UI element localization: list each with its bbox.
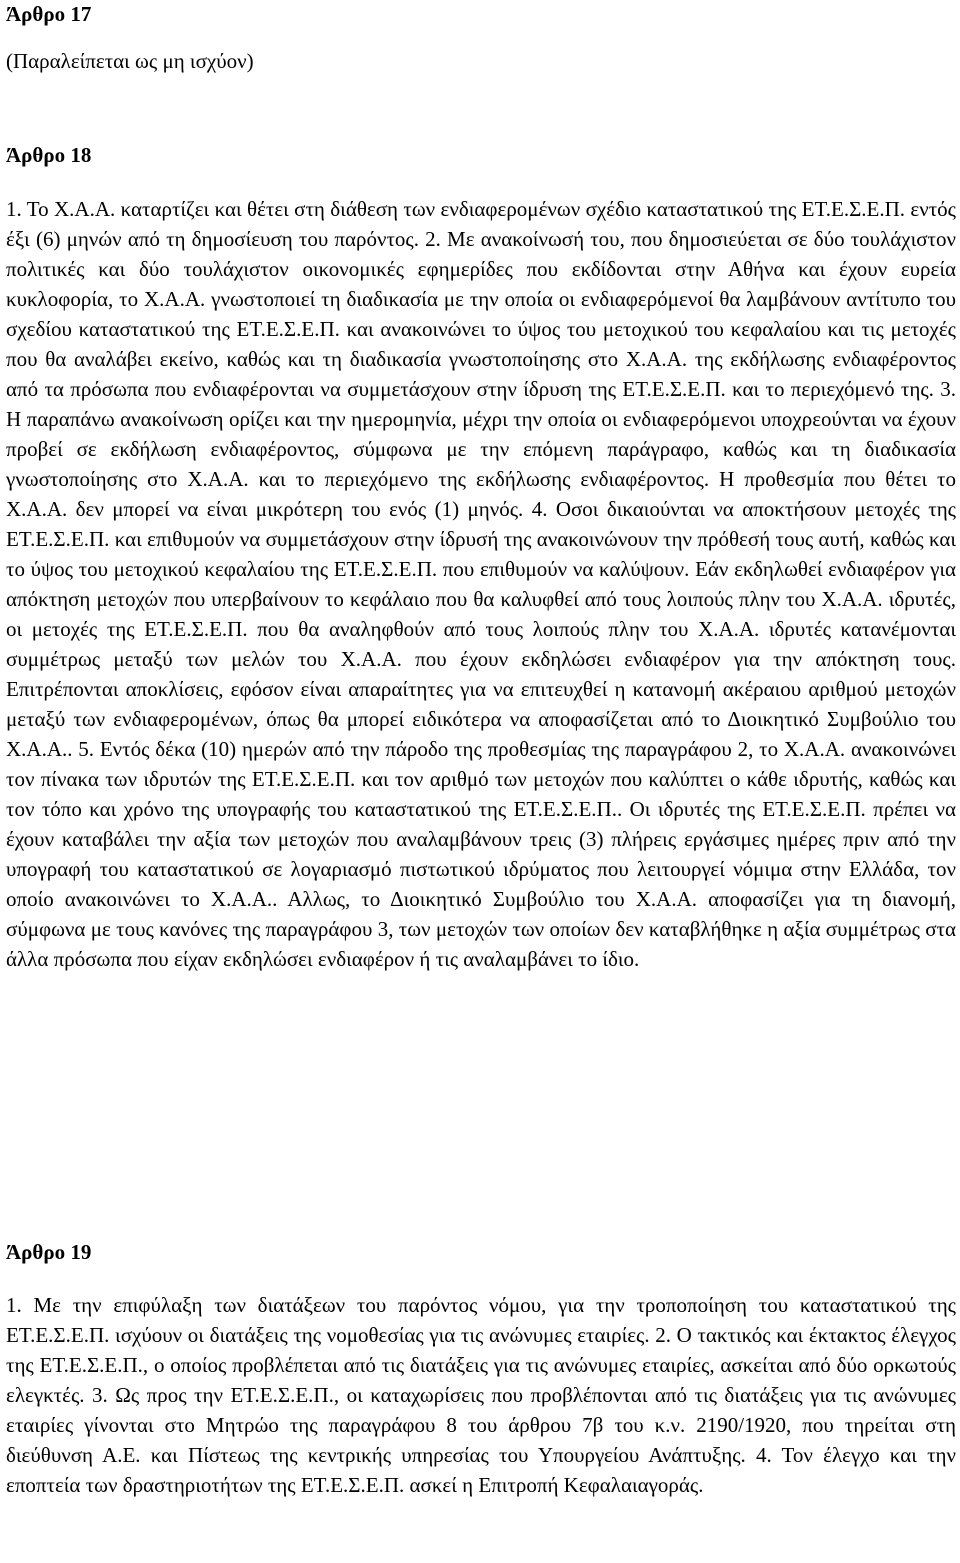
article-18-text: 1. Το Χ.Α.Α. καταρτίζει και θέτει στη διάθεση των ενδιαφερομένων σχέδιο καταστατικού της ΕΤ.Ε.Σ.Ε.Π. εντός έξι (6) μηνών από τη δημοσίευση του παρόντος. 2. Με ανακοίνωσή του, που δημοσιεύεται σε δύο τουλάχιστον πολιτικές και δύο τουλάχιστον οικονομικές εφημερίδες που εκδίδονται στην Αθήνα και έχουν ευρεία κυκλοφορία, το Χ.Α.Α. γνωστοποιεί τη διαδικασία με την οποία οι ενδιαφερόμενοί θα λαμβάνουν αντίτυπο του σχεδίου καταστατικού της ΕΤ.Ε.Σ.Ε.Π. και ανακοινώνει το ύψος του μετοχικού του κεφαλαίου και τις μετοχές που θα αναλάβει εκείνο, καθώς και τη διαδικασία γνωστοποίησης στο Χ.Α.Α. της εκδήλωσης ενδιαφέροντος από τα πρόσωπα που ενδιαφέρονται να συμμετάσχουν στην ίδρυση της ΕΤ.Ε.Σ.Ε.Π. και το περιεχόμενό της. 3. Η παραπάνω ανακοίνωση ορίζει και την ημερομηνία, μέχρι την οποία οι ενδιαφερόμενοι υποχρεούνται να έχουν προβεί σε εκδήλωση ενδιαφέροντος, σύμφωνα με την επόμενη παράγραφο, καθώς και τη διαδικασία γνωστοποίησης στο Χ.Α.Α. και το περιεχόμενο της εκδήλωσης ενδιαφέροντος. Η προθεσμία που θέτει το Χ.Α.Α. δεν μπορεί να είναι μικρότερη του ενός (1) μηνός. 4. Οσοι δικαιούνται να αποκτήσουν μετοχές της ΕΤ.Ε.Σ.Ε.Π. και επιθυμούν να συμμετάσχουν στην ίδρυσή της ανακοινώνουν την πρόθεσή τους αυτή, καθώς και το ύψος του μετοχικού κεφαλαίου της ΕΤ.Ε.Σ.Ε.Π. που επιθυμούν να καλύψουν. Εάν εκδηλωθεί ενδιαφέρον για απόκτηση μετοχών που υπερβαίνουν το κεφάλαιο που θα καλυφθεί από τους λοιπούς πλην του Χ.Α.Α. ιδρυτές, οι μετοχές της ΕΤ.Ε.Σ.Ε.Π. που θα αναληφθούν από τους λοιπούς πλην του Χ.Α.Α. ιδρυτές κατανέμονται συμμέτρως μεταξύ των μελών του Χ.Α.Α. που έχουν εκδηλώσει ενδιαφέρον για την απόκτηση τους. Επιτρέπονται αποκλίσεις, εφόσον είναι απαραίτητες για να επιτευχθεί η κατανομή ακέραιου αριθμού μετοχών μεταξύ των ενδιαφερομένων, όπως θα μπορεί ειδικότερα να αποφασίζεται από το Διοικητικό Συμβούλιο του Χ.Α.Α.. 5. Εντός δέκα (10) ημερών από την πάροδο της προθεσμίας της παραγράφου 2, το Χ.Α.Α. ανακοινώνει τον πίνακα των ιδρυτών της ΕΤ.Ε.Σ.Ε.Π. και τον αριθμό των μετοχών που καλύπτει ο κάθε ιδρυτής, καθώς και τον τόπο και χρόνο της υπογραφής του καταστατικού της ΕΤ.Ε.Σ.Ε.Π.. Οι ιδρυτές της ΕΤ.Ε.Σ.Ε.Π. πρέπει να έχουν καταβάλει την αξία των μετοχών που αναλαμβάνουν τρεις (3) πλήρεις εργάσιμες ημέρες πριν από την υπογραφή του καταστατικού σε λογαριασμό πιστωτικού ιδρύματος που λειτουργεί νόμιμα στην Ελλάδα, τον οποίο ανακοινώνει το Χ.Α.Α.. Αλλως, το Διοικητικό Συμβούλιο του Χ.Α.Α. αποφασίζει για τη διανομή, σύμφωνα με τους κανόνες της παραγράφου 3, των μετοχών των οποίων δεν καταβλήθηκε η αξία συμμέτρως στα άλλα πρόσωπα που είχαν εκδηλώσει ενδιαφέρον ή τις αναλαμβάνει το ίδιο. [6, 197, 956, 971]
article-19-heading: Άρθρο 19 [6, 1240, 92, 1264]
article-17-text: (Παραλείπεται ως μη ισχύον) [6, 49, 254, 73]
article-17-heading: Άρθρο 17 [6, 2, 92, 26]
article-19-text: 1. Με την επιφύλαξη των διατάξεων του παρόντος νόμου, για την τροποποίηση του καταστατικού της ΕΤ.Ε.Σ.Ε.Π. ισχύουν οι διατάξεις της νομοθεσίας για τις ανώνυμες εταιρίες. 2. Ο τακτικός και έκτακτος έλεγχος της ΕΤ.Ε.Σ.Ε.Π., ο οποίος προβλέπεται από τις διατάξεις για τις ανώνυμες εταιρίες, ασκείται από δύο ορκωτούς ελεγκτές. 3. Ως προς την ΕΤ.Ε.Σ.Ε.Π., οι καταχωρίσεις που προβλέπονται από τις διατάξεις για τις ανώνυμες εταιρίες γίνονται στο Μητρώο της παραγράφου 8 του άρθρου 7β του κ.ν. 2190/1920, που τηρείται στη διεύθυνση Α.Ε. και Πίστεως της κεντρικής υπηρεσίας του Υπουργείου Ανάπτυξης. 4. Τον έλεγχο και την εποπτεία των δραστηριοτήτων της ΕΤ.Ε.Σ.Ε.Π. ασκεί η Επιτροπή Κεφαλαιαγοράς. [6, 1293, 956, 1497]
article-18-heading: Άρθρο 18 [6, 143, 92, 167]
